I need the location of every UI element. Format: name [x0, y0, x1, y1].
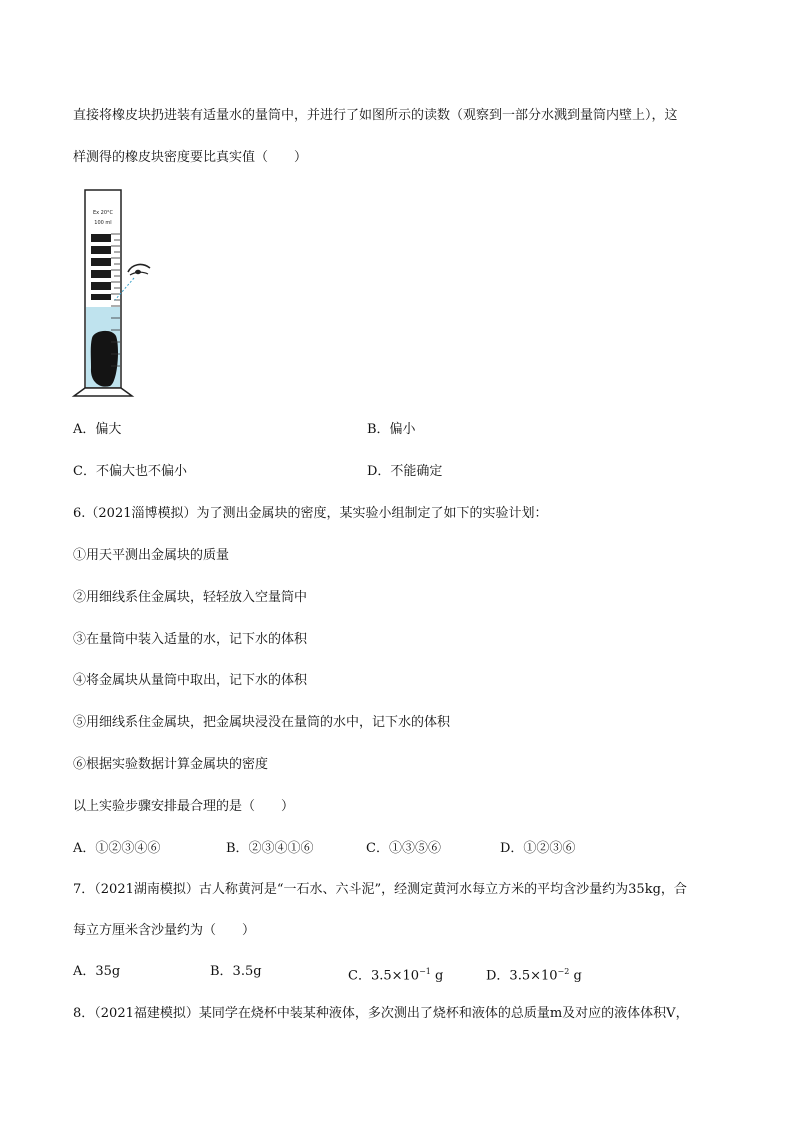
- q6-option-d[interactable]: D．①②③⑥: [500, 841, 576, 856]
- measuring-cylinder-figure: [70, 186, 165, 401]
- q7-option-c-prefix: C．3.5×10: [348, 968, 420, 984]
- q7-option-c-unit: g: [430, 968, 444, 984]
- q6-stem: 6.（2021淄博模拟）为了测出金属块的密度，某实验小组制定了如下的实验计划：: [73, 506, 548, 521]
- q5-stem-line1: 直接将橡皮块扔进装有适量水的量筒中，并进行了如图所示的读数（观察到一部分水溅到量筒内壁上），这: [73, 108, 678, 123]
- measuring-cylinder-eye-icon: [70, 186, 165, 401]
- q6-step-1: ①用天平测出金属块的质量: [73, 548, 230, 563]
- q7-option-a[interactable]: A．35g: [73, 964, 121, 979]
- q7-option-d[interactable]: [486, 963, 582, 985]
- cylinder-label-top: Ex 20°C: [92, 210, 114, 216]
- q5-option-d[interactable]: D．不能确定: [367, 464, 443, 479]
- q6-step-6: ⑥根据实验数据计算金属块的密度: [73, 757, 269, 772]
- q7-stem-line1: 7．（2021湖南模拟）古人称黄河是“一石水、六斗泥”，经测定黄河水每立方米的平均含沙量约为35kg，合: [73, 882, 687, 897]
- q8-stem-line1: 8．（2021福建模拟）某同学在烧杯中装某种液体，多次测出了烧杯和液体的总质量m及对应的液体体积V，: [73, 1006, 689, 1021]
- q6-step-5: ⑤用细线系住金属块，把金属块浸没在量筒的水中，记下水的体积: [73, 715, 451, 730]
- q6-step-2: ②用细线系住金属块，轻轻放入空量筒中: [73, 590, 308, 605]
- q5-option-a[interactable]: A．偏大: [73, 422, 122, 437]
- q6-question: 以上实验步骤安排最合理的是（ ）: [73, 799, 295, 814]
- q7-option-d-exponent: −2: [557, 967, 570, 976]
- q7-option-c[interactable]: [348, 963, 443, 985]
- q6-option-a[interactable]: A．①②③④⑥: [73, 841, 161, 856]
- q5-option-c[interactable]: C．不偏大也不偏小: [73, 464, 187, 479]
- q7-option-b[interactable]: B．3.5g: [210, 964, 262, 979]
- q6-option-c[interactable]: C．①③⑤⑥: [366, 841, 441, 856]
- q7-option-c-exponent: −1: [419, 967, 431, 976]
- cylinder-label-bottom: 100 ml: [94, 220, 112, 226]
- q6-step-4: ④将金属块从量筒中取出，记下水的体积: [73, 673, 308, 688]
- q7-stem-line2: 每立方厘米含沙量约为（ ）: [73, 923, 256, 938]
- q6-option-b[interactable]: B．②③④①⑥: [226, 841, 314, 856]
- q7-option-d-unit: g: [569, 968, 582, 984]
- q5-stem-line2: 样测得的橡皮块密度要比真实值（ ）: [73, 150, 308, 165]
- q6-step-3: ③在量筒中装入适量的水，记下水的体积: [73, 632, 308, 647]
- q5-option-b[interactable]: B．偏小: [367, 422, 416, 437]
- q7-option-d-prefix: D．3.5×10: [486, 968, 558, 984]
